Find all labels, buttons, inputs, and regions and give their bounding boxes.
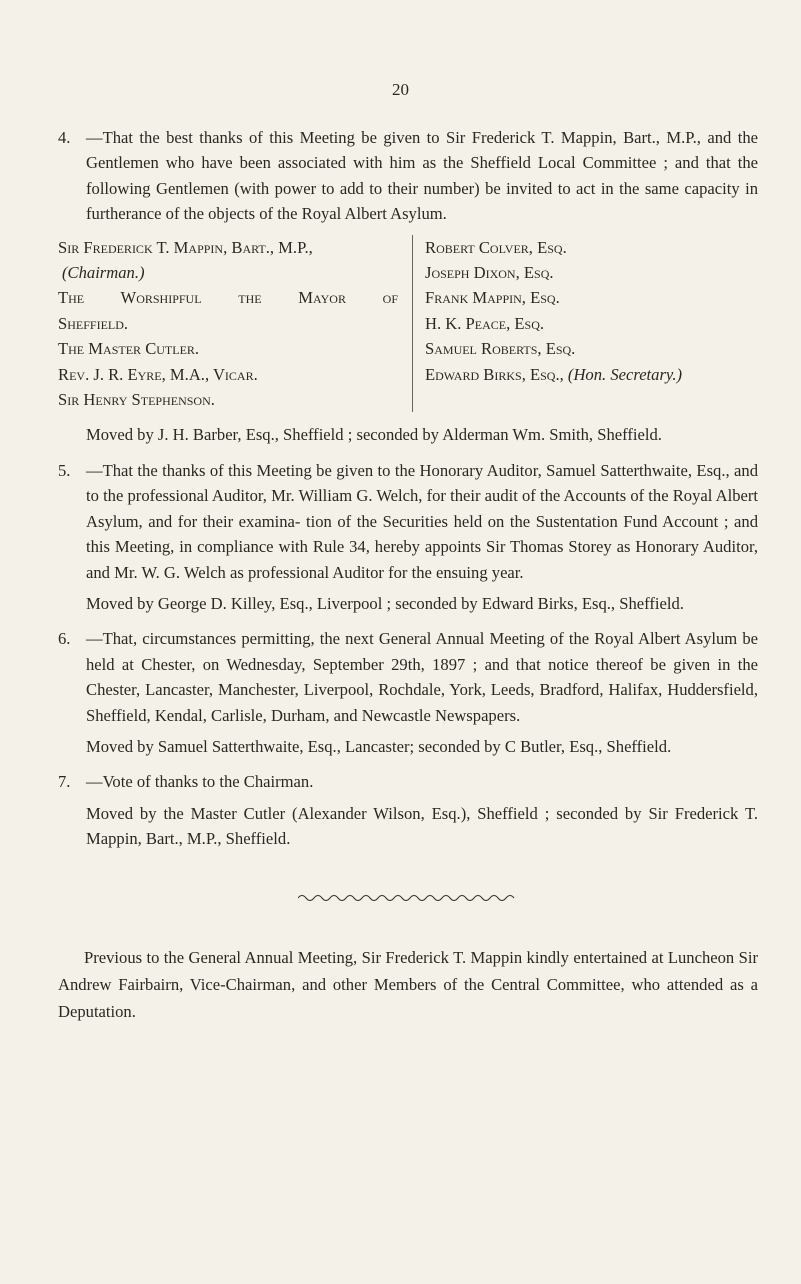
resolution-text: —Vote of thanks to the Chairman. — [86, 772, 314, 792]
committee-member-role — [58, 260, 398, 285]
committee-member-continued: Sheffield. — [58, 313, 129, 333]
moved-by: Moved by George D. Killey, Esq., Liverpool ; seconded by Edward Birks, Esq., Sheffield. — [86, 593, 684, 613]
member-name: Edward Birks, Esq., — [425, 364, 564, 384]
resolution-number: 7. — [58, 772, 71, 792]
resolution-5 — [58, 458, 758, 585]
committee-column-right — [413, 235, 758, 413]
committee-member: Sir Frederick T. Mappin, Bart., M.P., — [58, 237, 313, 257]
committee-member: Rev. J. R. Eyre, M.A., Vicar. — [58, 364, 258, 384]
committee-member: Robert Colver, Esq. — [425, 237, 567, 257]
resolution-6 — [58, 626, 758, 728]
committee-member: Samuel Roberts, Esq. — [425, 339, 576, 359]
moved-by: Moved by the Master Cutler (Alexander Wilson, Esq.), Sheffield ; seconded by Sir Frederick T. Mappin, Bart., M.P., Sheffield. — [86, 803, 758, 849]
committee-member: H. K. Peace, Esq. — [425, 313, 545, 333]
committee-member: The Master Cutler. — [58, 339, 200, 359]
document-body — [58, 125, 758, 1025]
moved-by: Moved by J. H. Barber, Esq., Sheffield ; seconded by Alderman Wm. Smith, Sheffield. — [86, 425, 662, 445]
wavy-divider-ornament — [298, 892, 518, 902]
committee-member: Joseph Dixon, Esq. — [425, 263, 554, 283]
resolution-text: —That the best thanks of this Meeting be given to Sir Frederick T. Mappin, Bart., M.P., and the Gentlemen who have been associated with him as the Sheffield Local Committee ; and that the following Gentlemen (with power to add to their number) be invited to act in the same capacity in furtherance of the objects of the Royal Albert Asylum. — [86, 128, 758, 224]
committee-member: Frank Mappin, Esq. — [425, 288, 560, 308]
resolution-number: 4. — [58, 128, 71, 147]
resolution-number: 6. — [58, 629, 71, 649]
committee-member: The Worshipful the Mayor of — [58, 288, 398, 308]
chairman-label: (Chairman.) — [62, 263, 145, 283]
resolution-number: 5. — [58, 460, 71, 480]
page-number: 20 — [392, 80, 409, 99]
resolution-4 — [58, 125, 758, 227]
resolution-7 — [58, 769, 758, 794]
closing-paragraph: Previous to the General Annual Meeting, Sir Frederick T. Mappin kindly entertained at Luncheon Sir Andrew Fairbairn, Vice-Chairman, and other Members of the Central Committee, who attended as a Deputation. — [58, 947, 758, 1021]
committee-member — [425, 362, 758, 387]
committee-list — [58, 235, 758, 413]
committee-member: Sir Henry Stephenson. — [58, 390, 215, 410]
resolution-text: —That, circumstances permitting, the next General Annual Meeting of the Royal Albert Asylum be held at Chester, on Wednesday, September 29th, 1897 ; and that notice thereof be given in the Chester, Lancaster, Manchester, Liverpool, Rochdale, York, Leeds, Bradford, Halifax, Huddersfield, Sheffield, Kendal, Carlisle, Durham, and Newcastle Newspapers. — [86, 629, 758, 725]
moved-by: Moved by Samuel Satterthwaite, Esq., Lancaster; seconded by C Butler, Esq., Sheffield. — [86, 736, 672, 756]
resolution-text: —That the thanks of this Meeting be given to the Honorary Auditor, Samuel Satterthwaite, Esq., and to the professional Auditor, Mr. William G. Welch, for their audit of the Accounts of the Royal Albert Asylum, and for their examina- tion of the Securities held on the Sustentation Fund Account ; and this Meeting, in compliance with Rule 34, hereby appoints Sir Thomas Storey as Honorary Auditor, and Mr. W. G. Welch as professional Auditor for the ensuing year. — [86, 460, 758, 582]
committee-column-left — [58, 235, 413, 413]
hon-secretary-label: (Hon. Secretary.) — [567, 364, 683, 384]
